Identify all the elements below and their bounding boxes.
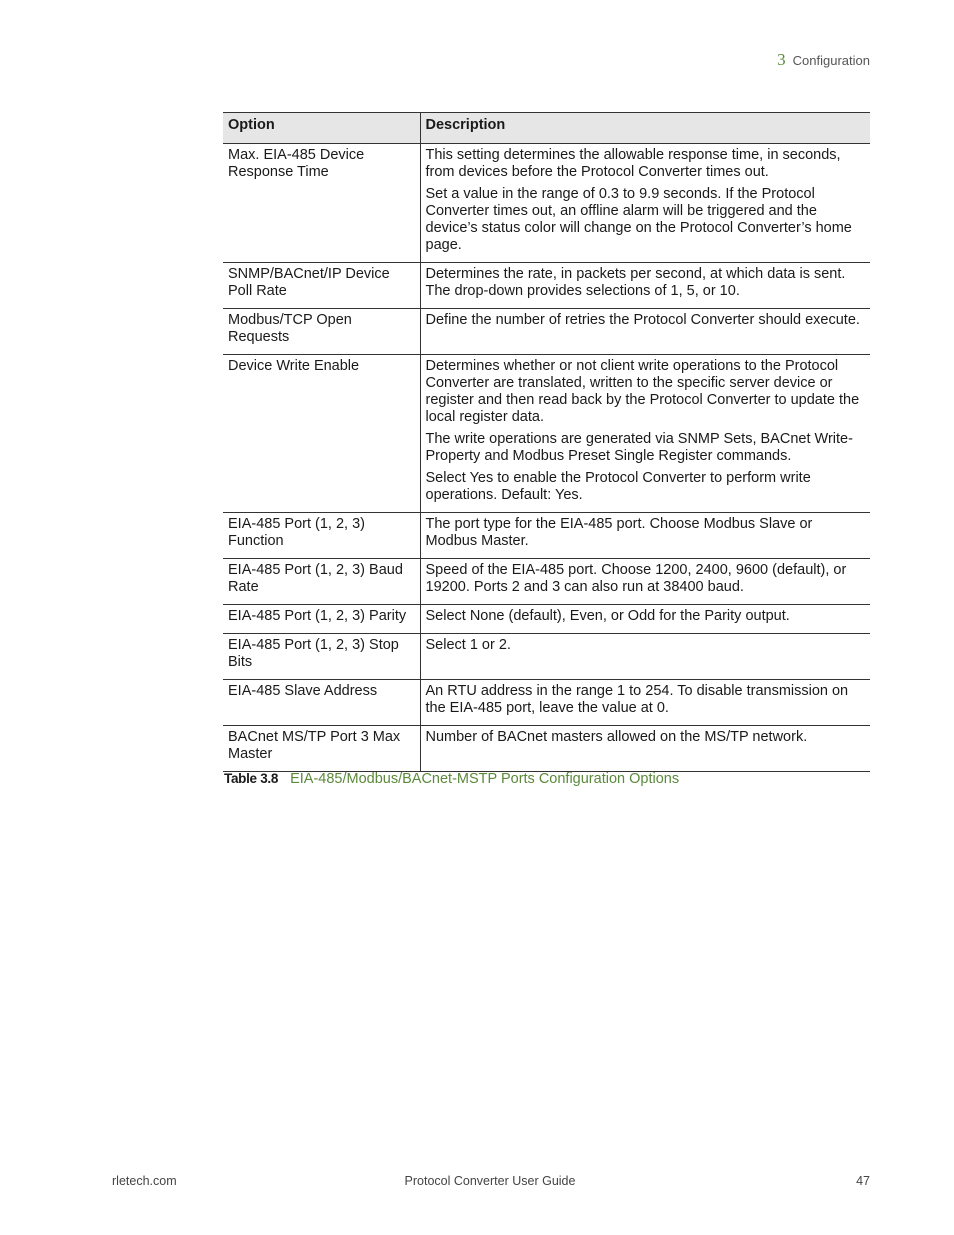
option-cell: BACnet MS/TP Port 3 Max Master bbox=[223, 726, 420, 772]
description-paragraph: Set a value in the range of 0.3 to 9.9 seconds. If the Protocol Converter times out, an offline alarm will be triggered and the device’s status color will change on the Protocol Converter’s home page. bbox=[425, 186, 852, 253]
table-body bbox=[223, 144, 870, 772]
description-paragraph: Number of BACnet masters allowed on the MS/TP network. bbox=[425, 729, 808, 745]
table-row bbox=[223, 605, 870, 634]
description-paragraph: Define the number of retries the Protocol Converter should execute. bbox=[425, 312, 860, 328]
description-cell bbox=[420, 309, 870, 355]
footer-title: Protocol Converter User Guide bbox=[404, 1174, 576, 1188]
option-cell: EIA-485 Port (1, 2, 3) Parity bbox=[223, 605, 420, 634]
option-cell: Max. EIA-485 Device Response Time bbox=[223, 144, 420, 263]
description-paragraph: Determines the rate, in packets per second, at which data is sent. The drop-down provides selections of 1, 5, or 10. bbox=[425, 266, 846, 299]
description-paragraph: Select Yes to enable the Protocol Converter to perform write operations. Default: Yes. bbox=[425, 470, 811, 503]
description-paragraph: The port type for the EIA-485 port. Choose Modbus Slave or Modbus Master. bbox=[425, 516, 813, 549]
column-header-option: Option bbox=[223, 113, 420, 144]
table-row bbox=[223, 263, 870, 309]
description-paragraph: Select 1 or 2. bbox=[425, 637, 511, 653]
description-cell bbox=[420, 355, 870, 513]
option-cell: SNMP/BACnet/IP Device Poll Rate bbox=[223, 263, 420, 309]
description-cell bbox=[420, 605, 870, 634]
table-header-row bbox=[223, 113, 870, 144]
table-caption bbox=[224, 771, 679, 787]
table-row bbox=[223, 309, 870, 355]
chapter-title: Configuration bbox=[792, 53, 870, 68]
table-row bbox=[223, 634, 870, 680]
description-cell bbox=[420, 144, 870, 263]
description-cell bbox=[420, 634, 870, 680]
caption-label: Table 3.8 bbox=[224, 771, 279, 786]
description-paragraph: The write operations are generated via SNMP Sets, BACnet Write-Property and Modbus Preset Single Register commands. bbox=[425, 431, 853, 464]
config-options-table bbox=[223, 112, 870, 772]
description-cell bbox=[420, 559, 870, 605]
column-header-description: Description bbox=[420, 113, 870, 144]
description-paragraph: This setting determines the allowable response time, in seconds, from devices before the Protocol Converter times out. bbox=[425, 147, 841, 180]
description-cell bbox=[420, 680, 870, 726]
option-cell: EIA-485 Port (1, 2, 3) Function bbox=[223, 513, 420, 559]
footer-page-number: 47 bbox=[856, 1174, 870, 1188]
running-header bbox=[777, 50, 870, 70]
option-cell: EIA-485 Port (1, 2, 3) Baud Rate bbox=[223, 559, 420, 605]
option-cell: EIA-485 Slave Address bbox=[223, 680, 420, 726]
option-cell: Modbus/TCP Open Requests bbox=[223, 309, 420, 355]
description-paragraph: Determines whether or not client write operations to the Protocol Converter are translated, written to the specific server device or register and then read back by the Protocol Converter to update the local register data. bbox=[425, 358, 860, 425]
table-row bbox=[223, 513, 870, 559]
table-row bbox=[223, 559, 870, 605]
description-cell bbox=[420, 513, 870, 559]
table-row bbox=[223, 355, 870, 513]
option-cell: Device Write Enable bbox=[223, 355, 420, 513]
table-row bbox=[223, 680, 870, 726]
description-paragraph: Speed of the EIA-485 port. Choose 1200, 2400, 9600 (default), or 19200. Ports 2 and 3 can also run at 38400 baud. bbox=[425, 562, 847, 595]
caption-text: EIA-485/Modbus/BACnet-MSTP Ports Configuration Options bbox=[290, 771, 680, 787]
description-paragraph: Select None (default), Even, or Odd for the Parity output. bbox=[425, 608, 790, 624]
footer-site: rletech.com bbox=[112, 1174, 177, 1188]
description-cell bbox=[420, 726, 870, 772]
description-paragraph: An RTU address in the range 1 to 254. To disable transmission on the EIA-485 port, leave the value at 0. bbox=[425, 683, 849, 716]
chapter-number: 3 bbox=[777, 50, 786, 69]
table-row bbox=[223, 144, 870, 263]
table-row bbox=[223, 726, 870, 772]
option-cell: EIA-485 Port (1, 2, 3) Stop Bits bbox=[223, 634, 420, 680]
description-cell bbox=[420, 263, 870, 309]
